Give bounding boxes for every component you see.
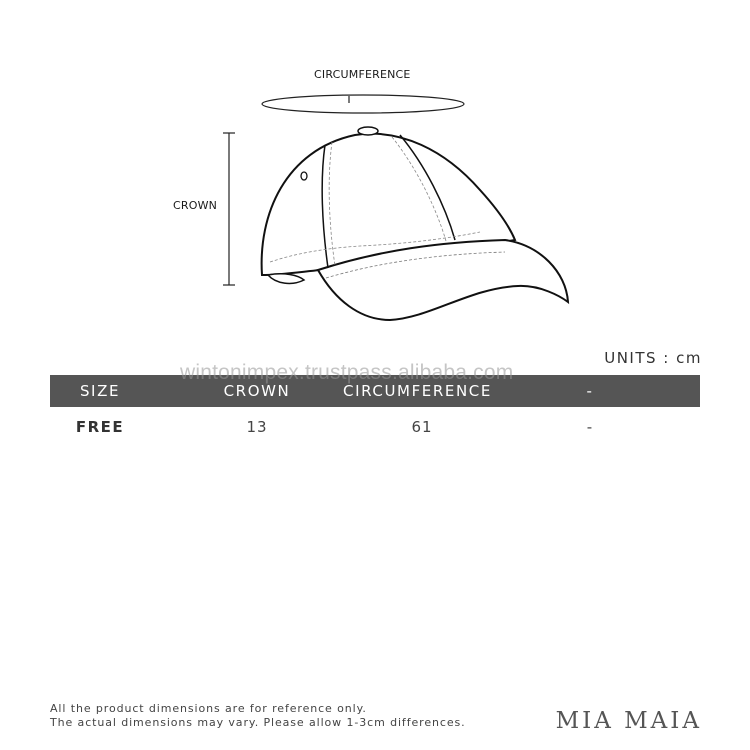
footnote-line-1: All the product dimensions are for reference only. (50, 702, 367, 715)
row-size: FREE (75, 418, 125, 436)
circumference-label: CIRCUMFERENCE (314, 68, 411, 81)
row-extra: - (586, 418, 594, 436)
row-crown: 13 (246, 418, 268, 436)
header-size: SIZE (79, 382, 121, 400)
header-crown: CROWN (223, 382, 291, 400)
circumference-ellipse (262, 95, 464, 113)
watermark: wintonimpex.trustpass.alibaba.com (180, 361, 514, 384)
cap-button (358, 127, 378, 135)
footnote-line-2: The actual dimensions may vary. Please allow 1-3cm differences. (50, 716, 466, 729)
header-extra: - (586, 382, 594, 400)
brand-logo: MIA MAIA (555, 708, 702, 734)
row-circumference: 61 (411, 418, 433, 436)
header-circumference: CIRCUMFERENCE (343, 382, 492, 400)
cap-back-strap (268, 274, 304, 284)
cap-illustration (0, 0, 750, 340)
size-table-header (50, 375, 700, 407)
units-label: UNITS : cm (604, 349, 702, 367)
cap-size-diagram (0, 0, 750, 340)
cap-eyelet (301, 172, 307, 180)
crown-label: CROWN (173, 199, 218, 212)
